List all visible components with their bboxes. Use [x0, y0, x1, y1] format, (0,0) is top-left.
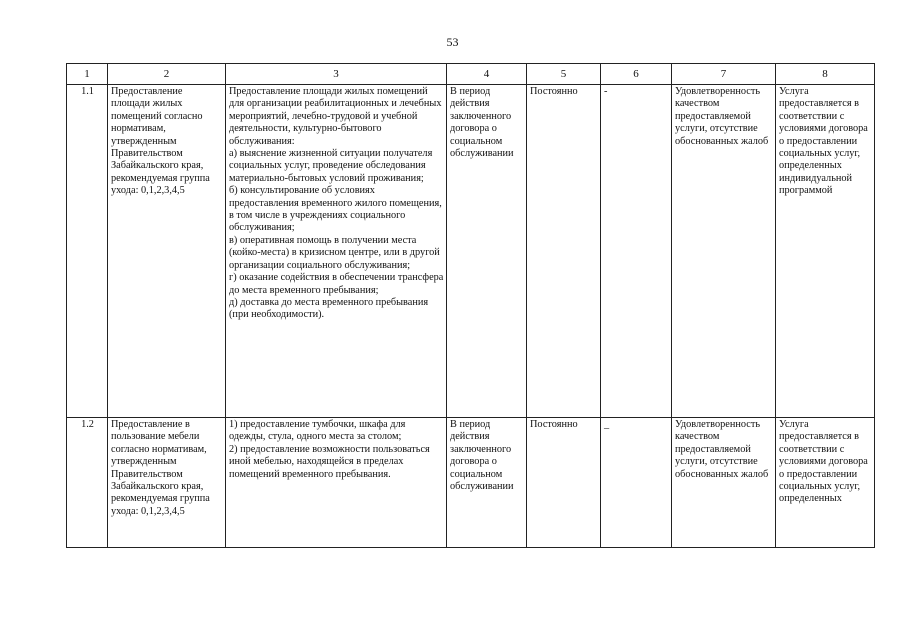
table-row — [67, 85, 875, 418]
column-header: 6 — [601, 64, 672, 85]
service-name: Предоставление в пользование мебели согласно нормативам, утвержденным Правительством Забайкальского края, рекомендуемая группа ухода: 0,1,2,3,4,5 — [108, 418, 226, 548]
service-description: 1) предоставление тумбочки, шкафа для одежды, стула, одного места за столом; 2) предоставление возможности пользоваться иной мебелью, находящейся в пределах помещений временного пребывания. — [226, 418, 447, 548]
service-conditions: Услуга предоставляется в соответствии с условиями договора о предоставлении социальных услуг, определенных индивидуальной программой — [776, 85, 875, 418]
service-frequency: Постоянно — [527, 85, 601, 418]
service-period: В период действия заключенного договора о социальном обслуживании — [447, 85, 527, 418]
services-table — [66, 63, 875, 548]
row-number: 1.2 — [67, 418, 108, 548]
service-period: В период действия заключенного договора о социальном обслуживании — [447, 418, 527, 548]
row-number: 1.1 — [67, 85, 108, 418]
column-6-value: _ — [601, 418, 672, 548]
column-header: 4 — [447, 64, 527, 85]
table-row — [67, 418, 875, 548]
quality-criteria: Удовлетворенность качеством предоставляемой услуги, отсутствие обоснованных жалоб — [672, 418, 776, 548]
page-number: 53 — [446, 35, 459, 49]
column-header: 7 — [672, 64, 776, 85]
service-frequency: Постоянно — [527, 418, 601, 548]
column-header: 1 — [67, 64, 108, 85]
service-conditions: Услуга предоставляется в соответствии с условиями договора о предоставлении социальных услуг, определенных — [776, 418, 875, 548]
column-6-value: - — [601, 85, 672, 418]
column-header: 3 — [226, 64, 447, 85]
column-header: 2 — [108, 64, 226, 85]
quality-criteria: Удовлетворенность качеством предоставляемой услуги, отсутствие обоснованных жалоб — [672, 85, 776, 418]
column-header: 5 — [527, 64, 601, 85]
service-name: Предоставление площади жилых помещений согласно нормативам, утвержденным Правительством Забайкальского края, рекомендуемая группа ухода: 0,1,2,3,4,5 — [108, 85, 226, 418]
service-description: Предоставление площади жилых помещений для организации реабилитационных и лечебных мероприятий, лечебно-трудовой и учебной деятельности, культурно-бытового обслуживания: а) выяснение жизненной ситуации получателя социальных услуг, проведение обследования материально-бытовых условий проживания; б) консультирование об условиях предоставления временного жилого помещения, в том числе в учреждениях социального обслуживания; в) оперативная помощь в получении места (койко-места) в кризисном центре, или в другой организации социального обслуживания; г) оказание содействия в обеспечении трансфера до места временного пребывания; д) доставка до места временного пребывания (при необходимости). — [226, 85, 447, 418]
table-header-row — [67, 64, 875, 85]
column-header: 8 — [776, 64, 875, 85]
